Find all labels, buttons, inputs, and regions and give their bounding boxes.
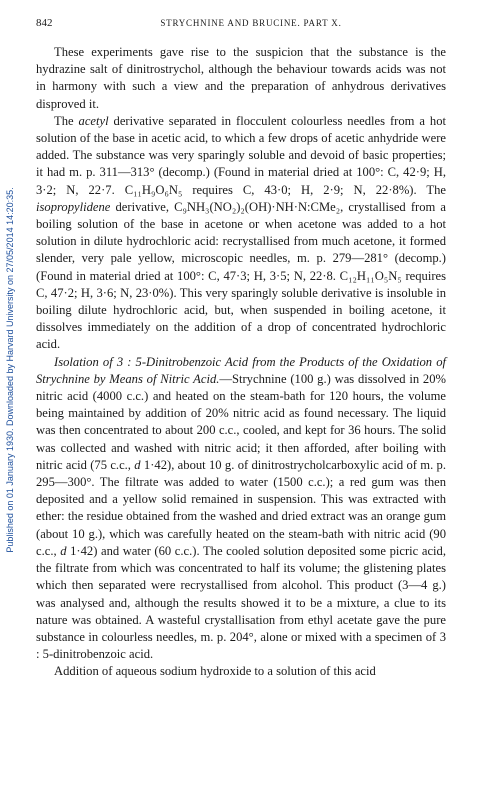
download-watermark-text: Published on 01 January 1930. Downloaded by Harvard University on 27/05/2014 14:20:35. <box>5 187 15 553</box>
article-body <box>36 44 446 681</box>
paragraph-1 <box>36 44 446 113</box>
italic-density-d: d <box>134 457 141 472</box>
text-run: —Strychnine (100 g.) was dissolved in 20% nitric acid (4000 c.c.) and heated on the steam-bath for 120 hours, the volume being maintained by addition of 20% nitric acid as found necessary. The liquid was then concentrated to about 200 c.c., cooled, and kept for 36 hours. The solid was collected and washed with nitric acid; it then afforded, after boiling with nitric acid (75 c.c., <box>36 371 446 472</box>
page-header <box>36 16 446 30</box>
text-run: These experiments gave rise to the suspicion that the substance is the hydrazine salt of dinitrostrychol, although the behaviour towards acids was not in harmony with such a view and the preparation of anhydrous derivatives disproved it. <box>36 45 446 111</box>
download-watermark <box>4 90 16 650</box>
text-run: Addition of aqueous sodium hydroxide to a solution of this acid <box>54 664 376 679</box>
running-head: STRYCHNINE AND BRUCINE. PART X. <box>160 18 342 28</box>
paragraph-3 <box>36 354 446 664</box>
page-number: 842 <box>36 17 53 29</box>
text-run: 1·42) and water (60 c.c.). The cooled solution deposited some picric acid, the filtrate from which was concentrated to half its volume; the glistening plates which then separated were recrystallised from alcohol. This product (3—4 g.) was analysed and, although the results showed it to be a mixture, a clue to its nature was obtained. A wasteful crystallisation from ethyl acetate gave the pure substance in colourless needles, m. p. 204°, alone or mixed with a specimen of 3 : 5-dinitrobenzoic acid. <box>36 543 446 662</box>
text-run: derivative separated in flocculent colourless needles from a hot solution of the base in acetic acid, to which a few drops of acetic anhydride were added. The substance was very sparingly soluble and devoid of basic properties; it had m. p. 311—313° (decomp.) (Found in material dried at 100°: C, 42·9; H, 3·2; N, 22·7. C₁₁H₉O₆N₅ requires C, 43·0; H, 2·9; N, 22·8%). The <box>36 113 446 197</box>
italic-term-acetyl: acetyl <box>78 113 109 128</box>
section-heading-isolation: Isolation of 3 : 5-Dinitrobenzoic Acid from the Products of the Oxidation of Strychnine by Means of Nitric Acid. <box>36 354 446 386</box>
italic-term-isopropylidene: isopropylidene <box>36 199 111 214</box>
paragraph-2 <box>36 113 446 354</box>
paragraph-4 <box>36 663 446 680</box>
text-run: 1·42), about 10 g. of dinitrostrycholcarboxylic acid of m. p. 295—300°. The filtrate was added to water (1500 c.c.); a red gum was then deposited and a yellow solid remained in suspension. This was extracted with ether: the residue obtained from the washed and dried extract was an orange gum (about 10 g.), which was carefully heated on the steam-bath with nitric acid (90 c.c., <box>36 457 446 558</box>
italic-density-d: d <box>60 543 67 558</box>
text-run: The <box>54 113 79 128</box>
text-run: derivative, C₉NH₃(NO₂)₂(OH)·NH·N:CMe₂, crystallised from a boiling solution of the base in acetone or when acetone was added to a hot solution in dilute hydrochloric acid: recrystallised from much acetone, it formed slender, very pale yellow, microscopic needles, m. p. 279—281° (decomp.) (Found in material dried at 100°: C, 47·3; H, 3·5; N, 22·8. C₁₂H₁₁O₅N₅ requires C, 47·2; H, 3·6; N, 23·0%). This very sparingly soluble derivative is insoluble in boiling dilute hydrochloric acid, but, when suspended in boiling acetone, it dissolves immediately on the addition of a drop of concentrated hydrochloric acid. <box>36 199 446 352</box>
